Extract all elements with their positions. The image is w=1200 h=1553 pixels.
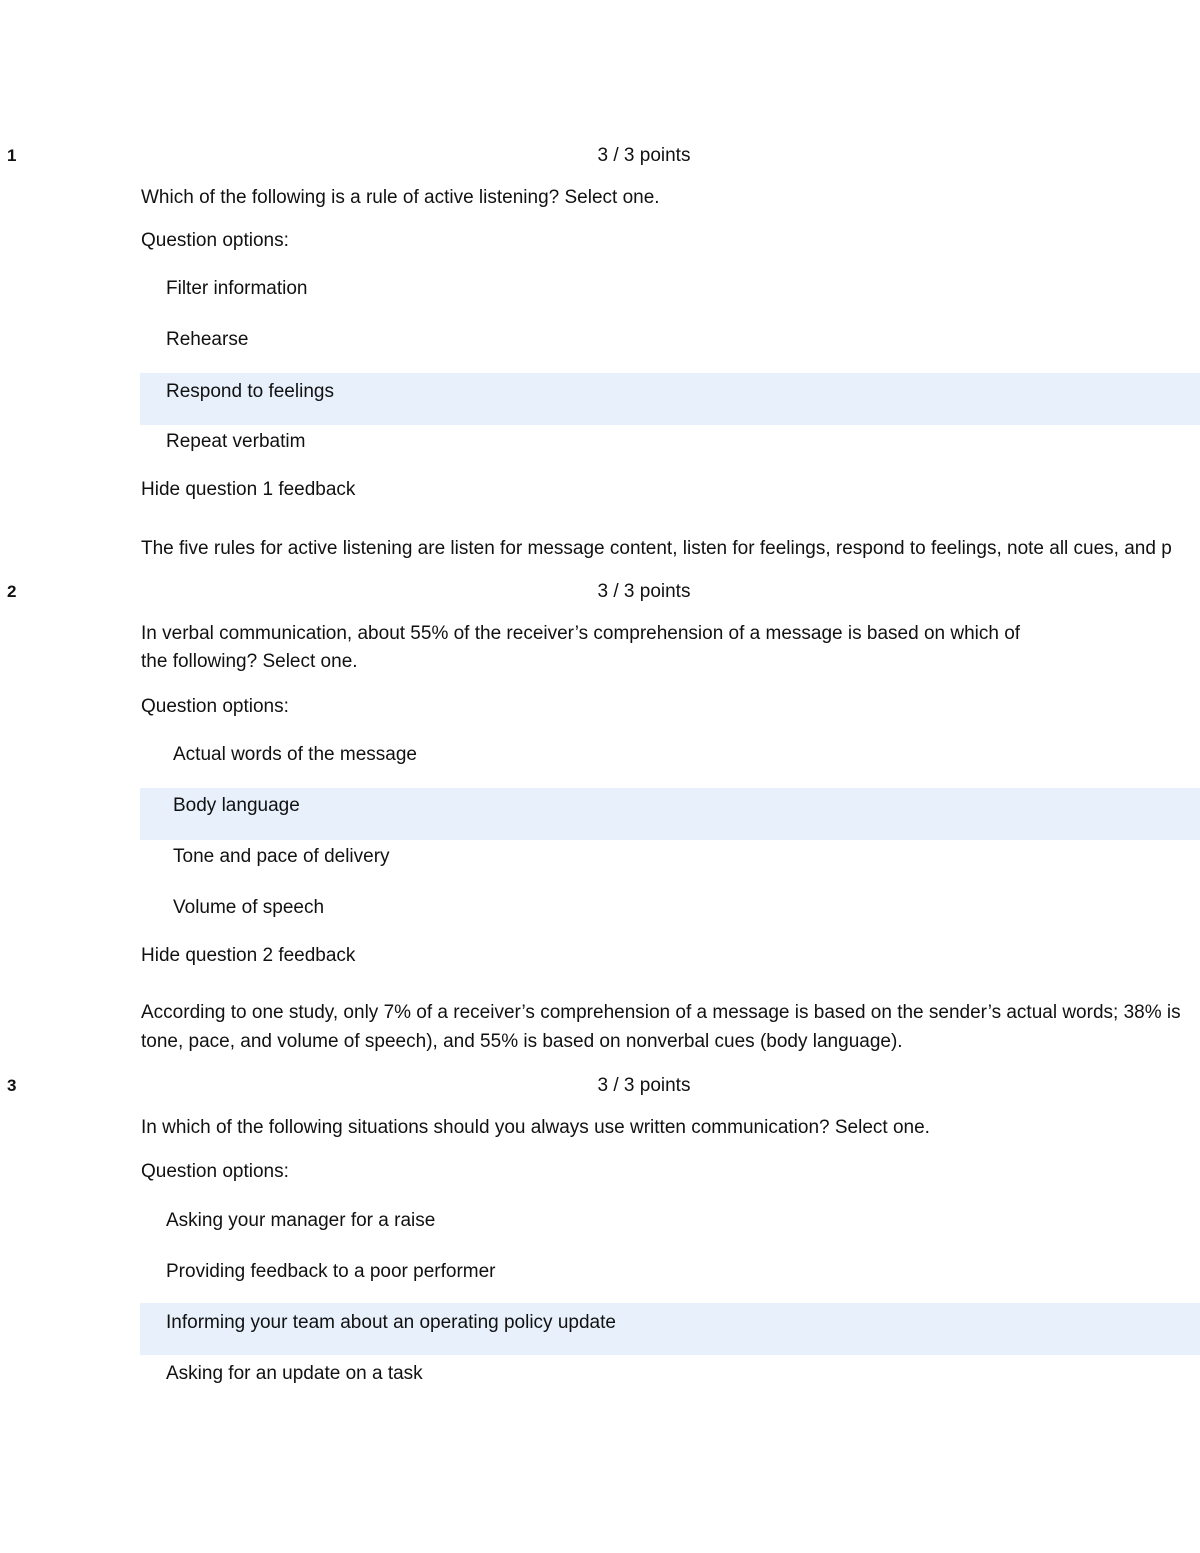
question-number: 2: [7, 582, 17, 601]
question-prompt-line2: the following? Select one.: [141, 651, 358, 672]
question-options-label: Question options:: [141, 1161, 289, 1182]
option-row[interactable]: [140, 1196, 1200, 1248]
option-label: Providing feedback to a poor performer: [166, 1261, 496, 1282]
option-row[interactable]: [140, 417, 1200, 469]
feedback-text: According to one study, only 7% of a receiver’s comprehension of a message is based on the sender’s actual words; 38% is: [141, 1002, 1181, 1023]
question-number: 1: [7, 146, 17, 165]
question-score: 3 / 3 points: [597, 1075, 691, 1096]
question-score: 3 / 3 points: [597, 145, 691, 166]
option-label: Volume of speech: [173, 897, 325, 918]
feedback-text: The five rules for active listening are listen for message content, listen for feelings, respond to feelings, note all cues, and p: [141, 538, 1172, 559]
question-options-label: Question options:: [141, 230, 289, 251]
option-row[interactable]: [140, 832, 1200, 884]
question-prompt: In which of the following situations should you always use written communication? Select one.: [141, 1117, 930, 1138]
option-row[interactable]: [140, 264, 1200, 316]
option-row[interactable]: [140, 1247, 1200, 1299]
feedback-toggle[interactable]: Hide question 2 feedback: [141, 945, 356, 966]
option-label: Respond to feelings: [166, 381, 334, 402]
option-label: Actual words of the message: [173, 744, 417, 765]
question-score: 3 / 3 points: [597, 581, 691, 602]
option-label: Asking your manager for a raise: [166, 1210, 436, 1231]
question-options-label: Question options:: [141, 696, 289, 717]
option-row-selected[interactable]: [140, 1303, 1200, 1355]
option-label: Informing your team about an operating policy update: [166, 1312, 616, 1333]
option-label: Filter information: [166, 278, 308, 299]
question-prompt: Which of the following is a rule of active listening? Select one.: [141, 187, 660, 208]
option-label: Rehearse: [166, 329, 249, 350]
option-label: Asking for an update on a task: [166, 1363, 423, 1384]
option-row[interactable]: [140, 1349, 1200, 1401]
option-label: Body language: [173, 795, 300, 816]
question-prompt: In verbal communication, about 55% of the receiver’s comprehension of a message is based on which of: [141, 623, 1021, 644]
option-label: Repeat verbatim: [166, 431, 306, 452]
option-label: Tone and pace of delivery: [173, 846, 390, 867]
feedback-toggle[interactable]: Hide question 1 feedback: [141, 479, 356, 500]
question-number: 3: [7, 1076, 17, 1095]
option-row[interactable]: [140, 730, 1200, 782]
option-row[interactable]: [140, 315, 1200, 367]
feedback-text-line2: tone, pace, and volume of speech), and 55% is based on nonverbal cues (body language).: [141, 1031, 903, 1052]
option-row[interactable]: [140, 883, 1200, 935]
